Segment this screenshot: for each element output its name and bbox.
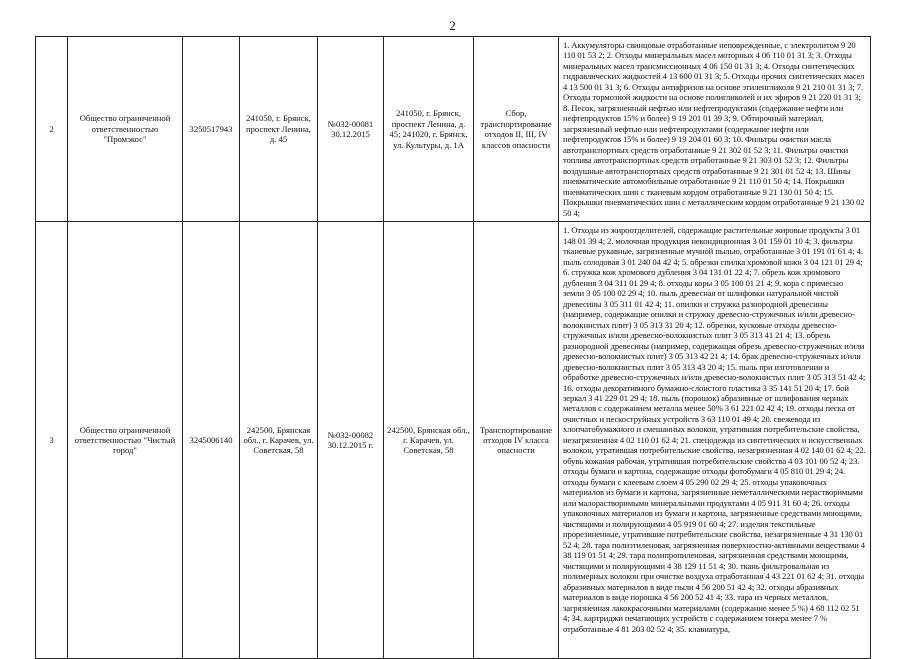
legal-address: 241050, г. Брянск, проспект Ленина, д. 45 xyxy=(240,37,318,222)
table-row xyxy=(36,37,871,222)
organization-name: Общество ограниченной ответственностью "Чистый город" xyxy=(68,222,183,659)
page-number: 2 xyxy=(449,18,456,33)
legal-address: 242500, Брянская обл., г. Карачев, ул. Советская, 58 xyxy=(240,222,318,659)
activity-type: Сбор, транспортирование отходов II, III, IV классов опасности xyxy=(474,37,559,222)
license-number-date: №032-00082 30.12.2015 г. xyxy=(318,222,384,659)
license-number-date: №032-00081 30.12.2015 xyxy=(318,37,384,222)
activity-type: Транспортирование отходов IV класса опасности xyxy=(474,222,559,659)
organization-name: Общество ограниченной ответственностью "Промэкос" xyxy=(68,37,183,222)
activity-address: 242500, Брянская обл., г. Карачев, ул. Советская, 58 xyxy=(384,222,474,659)
table-row xyxy=(36,222,871,659)
inn: 3250517943 xyxy=(183,37,240,222)
row-number: 2 xyxy=(36,37,68,222)
row-number: 3 xyxy=(36,222,68,659)
registry-table xyxy=(35,36,871,659)
waste-list: 1. Отходы из жироотделителей, содержащие растительные жировые продукты 3 01 148 01 39 4; 2. молочная продукция некондиционная 3 01 159 01 10 4; 3. фильтры тканевые рукавные, загрязненные мучной пылью, отработанные 3 01 191 01 61 4; 4. пыль солодовая 3 01 240 04 42 4; 5. обрезки спилка хромовой кожи 3 04 121 01 29 4; 6. стружка кож хромового дубления 3 04 131 01 22 4; 7. обрезь кож хромового дубления 3 04 311 01 29 4; 8. отходы коры 3 05 100 01 21 4; 9. кора с примесью земли 3 05 100 02 29 4; 10. пыль древесная от шлифовки натуральной чистой древесины 3 05 311 01 42 4; 11. опилки и стружка разнородной древесины (например, содержащие опилки и стружку древесно-стружечных и/или древесно-волокнистых плит) 3 05 313 31 20 4; 12. обрезки, кусковые отходы древесно-стружечных и/или древесно-волокнистых плит 3 05 313 41 21 4; 13. обрезь разнородной древесины (например, содержащая обрезь древесно-стружечных и/или древесно-волокнистых плит) 3 05 313 42 21 4; 14. брак древесно-стружечных и/или древесно-волокнистых плит 3 05 313 43 20 4; 15. пыль при изготовлении и обработке древесно-стружечных и/или древесно-волокнистых плит 3 05 313 51 42 4; 16. отходы декоративного бумажно-слоистого пластика 3 35 141 51 20 4; 17. бой зеркал 3 41 229 01 29 4; 18. пыль (порошок) абразивные от шлифования черных металлов с содержанием металла менее 50% 3 61 221 02 42 4; 19. отходы песка от очистных и пескоструйных устройств 3 63 110 01 49 4; 20. свежевода из хлопчатобумажного и смешанных волокон, утратившая потребительские свойства, незагрязненная 4 02 110 01 62 4; 21. спецодежда из синтетических и искусственных волокон, утратившая потребительские свойства, незагрязненная 4 02 140 01 62 4; 22. обувь кожаная рабочая, утратившая потребительские свойства 4 03 101 00 52 4; 23. отходы бумаги и картона, содержащие отходы фотобумаги 4 05 810 01 29 4; 24. отходы бумаги с клеевым слоем 4 05 290 02 29 4; 25. отходы упаковочных материалов из бумаги и картона, загрязненные неметаллическими нерастворимыми или малорастворимыми минеральными продуктами 4 05 911 31 60 4; 26. отходы упаковочных материалов из бумаги и картона, загрязненные средствами моющими, чистящими и полирующими 4 05 919 01 60 4; 27. изделия текстильные прорезиненные, утратившие потребительские свойства, незагрязненные 4 31 130 01 52 4; 28. тара полиэтиленовая, загрязненная поверхностно-активными веществами 4 38 119 01 51 4; 29. тара полипропиленовая, загрязненная средствами моющими, чистящими и полирующими 4 38 129 11 51 4; 30. ткань фильтровальная из полимерных волокон при очистке воздуха отработанная 4 43 221 01 62 4; 31. отходы абразивных материалов в виде пыли 4 56 200 51 42 4; 32. отходы абразивных материалов в виде порошка 4 56 200 52 41 4; 33. тара из черных металлов, загрязненная лакокрасочными материалами (содержание менее 5 %) 4 68 112 02 51 4; 34. картриджи печатающих устройств с содержанием тонера менее 7 % отработанные 4 81 203 02 52 4; 35. клавиатура, xyxy=(559,222,871,659)
inn: 3245006140 xyxy=(183,222,240,659)
waste-list: 1. Аккумуляторы свинцовые отработанные неповрежденные, с электролитом 9 20 110 01 53 2; 2. Отходы минеральных масел моторных 4 06 110 01 31 3; 3. Отходы минеральных масел трансмиссионных 4 06 150 01 31 3; 4. Отходы синтетических гидравлических жидкостей 4 13 600 01 31 3; 5. Отходы прочих синтетических масел 4 13 500 01 31 3; 6. Отходы антифризов на основе этиленгликоля 9 21 210 01 31 3; 7. Отходы тормозной жидкости на основе полигликолей и их эфиров 9 21 220 01 31 3; 8. Песок, загрязненный нефтью или нефтепродуктами (содержание нефти или нефтепродуктов 15% и более) 9 19 201 01 39 3; 9. Обтирочный материал, загрязненный нефтью или нефтепродуктами (содержание нефти или нефтепродуктов 15% и более) 9 19 204 01 60 3; 10. Фильтры очистки масла автотранспортных средств отработанные 9 21 302 01 52 3; 11. Фильтры очистки топлива автотранспортных средств отработанные 9 21 303 01 52 3; 12. Фильтры воздушные автотранспортных средств отработанные 9 21 301 01 52 4; 13. Шины пневматические автомобильные отработанные 9 21 110 01 50 4; 14. Покрышки пневматических шин с тканевым кордом отработанные 9 21 130 01 50 4; 15. Покрышки пневматических шин с металлическим кордом отработанные 9 21 130 02 50 4; xyxy=(559,37,871,222)
activity-address: 241050, г. Брянск, проспект Ленина, д. 45; 241020, г. Брянск, ул. Культуры, д. 1А xyxy=(384,37,474,222)
